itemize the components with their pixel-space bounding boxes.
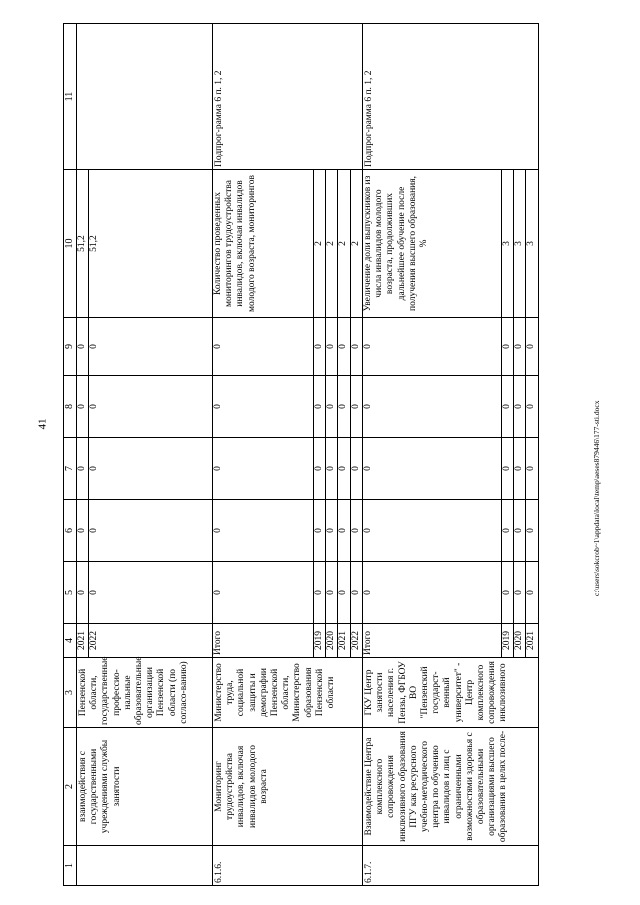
value: 0 bbox=[514, 376, 526, 437]
value-cell bbox=[363, 376, 539, 438]
header-cell: 4 bbox=[64, 624, 77, 658]
header-cell: 6 bbox=[64, 500, 77, 562]
program-table bbox=[63, 23, 539, 886]
indicator-value: 3 bbox=[526, 241, 537, 246]
header-row bbox=[64, 24, 77, 886]
value-cell bbox=[77, 318, 213, 376]
rotated-sheet bbox=[63, 24, 571, 886]
value-cell bbox=[363, 438, 539, 500]
header-cell: 10 bbox=[64, 170, 77, 318]
value: 0 bbox=[314, 318, 326, 375]
value-cell bbox=[77, 438, 213, 500]
year: 2019 bbox=[314, 624, 326, 657]
indicator-value: 51,2 bbox=[89, 235, 100, 252]
value: 0 bbox=[77, 500, 89, 561]
table-row bbox=[363, 24, 539, 886]
value-cell bbox=[363, 318, 539, 376]
value: 0 bbox=[526, 344, 537, 349]
event-cell: Мониторинг трудоустройства инвалидов, включая инвалидов молодого возраста bbox=[213, 728, 363, 846]
indicator-cell bbox=[213, 170, 363, 318]
total-value: 0 bbox=[363, 500, 502, 561]
indicator-value: 51,2 bbox=[77, 170, 89, 317]
value: 0 bbox=[350, 404, 361, 409]
value: 0 bbox=[338, 438, 350, 499]
executor-cell: ГКУ Центр занятости населения г. Пензы, ФГБОУ ВО "Пензенский государст-венный университет" - Центр комплексного сопровождения инклюзивного bbox=[363, 658, 539, 728]
indicator-value: 3 bbox=[514, 170, 526, 317]
value: 0 bbox=[514, 500, 526, 561]
value-cell bbox=[213, 376, 363, 438]
value-cell bbox=[77, 500, 213, 562]
value: 0 bbox=[89, 404, 100, 409]
value-cell bbox=[213, 500, 363, 562]
value: 0 bbox=[502, 376, 514, 437]
value: 0 bbox=[338, 318, 350, 375]
year: 2022 bbox=[89, 631, 100, 650]
value: 0 bbox=[338, 562, 350, 623]
total-value: 0 bbox=[363, 438, 502, 499]
indicator-value: 3 bbox=[502, 170, 514, 317]
value: 0 bbox=[89, 590, 100, 595]
year: 2022 bbox=[350, 631, 361, 650]
year: 2021 bbox=[338, 624, 350, 657]
value: 0 bbox=[502, 500, 514, 561]
page-number: 41 bbox=[36, 418, 49, 430]
total-value: 0 bbox=[363, 318, 502, 375]
year: 2020 bbox=[326, 624, 338, 657]
total-value: 0 bbox=[213, 376, 314, 437]
table-row bbox=[213, 24, 363, 886]
header-cell: 7 bbox=[64, 438, 77, 500]
total-value: 0 bbox=[363, 376, 502, 437]
value: 0 bbox=[526, 590, 537, 595]
link-cell: Подпрог-рамма 6 п. 1, 2 bbox=[363, 24, 539, 170]
years-cell bbox=[213, 624, 363, 658]
year: 2019 bbox=[502, 624, 514, 657]
header-cell: 3 bbox=[64, 658, 77, 728]
value-cell bbox=[363, 562, 539, 624]
year: 2020 bbox=[514, 624, 526, 657]
total-label: Итого bbox=[363, 624, 502, 657]
value: 0 bbox=[77, 562, 89, 623]
years-cell bbox=[363, 624, 539, 658]
total-value: 0 bbox=[213, 438, 314, 499]
table-row bbox=[77, 24, 213, 886]
value: 0 bbox=[526, 528, 537, 533]
value: 0 bbox=[89, 528, 100, 533]
value: 0 bbox=[77, 438, 89, 499]
indicator-cell bbox=[363, 170, 539, 318]
year: 2021 bbox=[526, 631, 537, 650]
value: 0 bbox=[314, 562, 326, 623]
value-cell bbox=[77, 376, 213, 438]
value: 0 bbox=[89, 466, 100, 471]
header-cell: 5 bbox=[64, 562, 77, 624]
value: 0 bbox=[314, 438, 326, 499]
value-cell bbox=[213, 562, 363, 624]
header-cell: 1 bbox=[64, 846, 77, 886]
year: 2021 bbox=[77, 624, 89, 657]
indicator-value: 2 bbox=[326, 170, 338, 317]
indicator-text: Количество проведенных мониторингов трудоустройства инвалидов, включая инвалидов молодого возраста, мониторингов bbox=[213, 170, 314, 317]
value: 0 bbox=[502, 438, 514, 499]
value: 0 bbox=[350, 344, 361, 349]
value: 0 bbox=[338, 376, 350, 437]
header-cell: 8 bbox=[64, 376, 77, 438]
indicator-value: 2 bbox=[350, 241, 361, 246]
total-label: Итого bbox=[213, 624, 314, 657]
value: 0 bbox=[77, 318, 89, 375]
value: 0 bbox=[314, 376, 326, 437]
indicator-text: Увеличение доли выпускников из числа инвалидов молодого возраста, продолживших дальнейшее обучение после получения высшего образования, % bbox=[363, 170, 502, 317]
value: 0 bbox=[326, 318, 338, 375]
indicator-value: 2 bbox=[314, 170, 326, 317]
row-number: 6.1.7. bbox=[363, 846, 539, 886]
row-number bbox=[77, 846, 213, 886]
header-cell: 11 bbox=[64, 24, 77, 170]
value: 0 bbox=[514, 562, 526, 623]
value-cell bbox=[213, 318, 363, 376]
value: 0 bbox=[350, 466, 361, 471]
total-value: 0 bbox=[213, 500, 314, 561]
link-cell: Подпрог-рамма 6 п. 1, 2 bbox=[213, 24, 363, 170]
value: 0 bbox=[77, 376, 89, 437]
value: 0 bbox=[526, 466, 537, 471]
row-number: 6.1.6. bbox=[213, 846, 363, 886]
value: 0 bbox=[514, 318, 526, 375]
indicator-cell bbox=[77, 170, 213, 318]
footer-file-path: c:\users\sokcrob~1\appdata\local\temp\aeses879446\177-sti.docx bbox=[592, 400, 601, 596]
link-cell bbox=[77, 24, 213, 170]
value: 0 bbox=[502, 318, 514, 375]
value-cell bbox=[213, 438, 363, 500]
header-cell: 9 bbox=[64, 318, 77, 376]
value: 0 bbox=[350, 528, 361, 533]
value: 0 bbox=[350, 590, 361, 595]
value: 0 bbox=[314, 500, 326, 561]
header-cell: 2 bbox=[64, 728, 77, 846]
indicator-value: 2 bbox=[338, 170, 350, 317]
value: 0 bbox=[514, 438, 526, 499]
total-value: 0 bbox=[213, 562, 314, 623]
value: 0 bbox=[326, 562, 338, 623]
executor-cell: Пензенской области, государственные профессио-нальные образовательные организации Пензенской области (по согласо-ванию) bbox=[77, 658, 213, 728]
executor-cell: Министерство труда, социальной защиты и демографии Пензенской области, Министерство образования Пензенской области bbox=[213, 658, 363, 728]
value-cell bbox=[363, 500, 539, 562]
value: 0 bbox=[326, 438, 338, 499]
value: 0 bbox=[326, 376, 338, 437]
total-value: 0 bbox=[363, 562, 502, 623]
value-cell bbox=[77, 562, 213, 624]
value: 0 bbox=[89, 344, 100, 349]
total-value: 0 bbox=[213, 318, 314, 375]
value: 0 bbox=[326, 500, 338, 561]
event-cell: взаимодействия с государственными учреждениями службы занятости bbox=[77, 728, 213, 846]
years-cell bbox=[77, 624, 213, 658]
value: 0 bbox=[502, 562, 514, 623]
event-cell: Взаимодействие Центра комплексного сопровождения инклюзивного образования ПГУ как ресурсного учебно-методического центра по обучению инвалидов и лиц с ограниченными возможностями здоровья с образовательными организациями высшего образования в целях после- bbox=[363, 728, 539, 846]
value: 0 bbox=[526, 404, 537, 409]
value: 0 bbox=[338, 500, 350, 561]
